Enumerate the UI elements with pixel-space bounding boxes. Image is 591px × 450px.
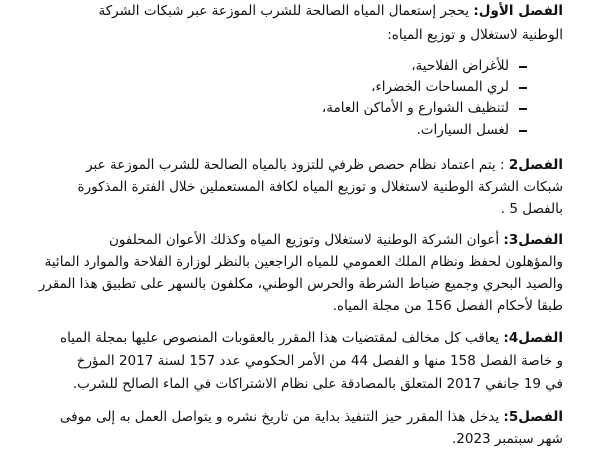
dash-icon <box>519 130 527 132</box>
list-item: للأغراض الفلاحية، <box>411 58 509 74</box>
article-2-heading: الفصل2 <box>508 157 563 173</box>
article-4-heading: الفصل4: <box>503 330 563 346</box>
article-5-line-1 <box>24 408 563 426</box>
article-2-text-1: : يتم اعتماد نظام حصص ظرفي للتزود بالمياه الصالحة للشرب الموزعة عبر <box>86 157 505 173</box>
article-3-line-4: طبقا لأحكام الفصل 156 من مجلة المياه. <box>332 298 563 314</box>
article-2-line-2: شبكات الشركة الوطنية لاستغلال و توزيع المياه لكافة المستعملين خلال الفترة المذكورة <box>77 179 563 195</box>
dash-icon <box>519 66 527 68</box>
article-4-text-1: يعاقب كل مخالف لمقتضيات هذا المقرر بالعقوبات المنصوص عليها بمجلة المياه <box>60 330 500 346</box>
dash-icon <box>519 108 527 110</box>
list-item: لتنظيف الشوارع و الأماكن العامة، <box>321 100 509 116</box>
article-5-line-2: شهر سبتمبر 2023. <box>451 431 563 447</box>
article-1-line-2: الوطنية لاستغلال و توزيع المياه: <box>387 27 563 43</box>
article-3-text-1: أعوان الشركة الوطنية لاستغلال وتوزيع المياه وكذلك الأعوان المحلفون <box>109 232 500 248</box>
article-4-line-2: و خاصة الفصل 158 منها و الفصل 44 من الأمر الحكومي عدد 157 لسنة 2017 المؤرخ <box>76 353 563 369</box>
article-1-heading: الفصل الأول: <box>473 3 563 19</box>
article-4-line-3: في 19 جانفي 2017 المتعلق بالمصادقة على نظام الاشتراكات في الماء الصالح للشرب. <box>72 376 563 392</box>
article-1-text-1: يحجر إستعمال المياه الصالحة للشرب الموزعة عبر شبكات الشركة <box>98 3 470 19</box>
article-3-heading: الفصل3: <box>503 232 563 248</box>
article-5-heading: الفصل5: <box>503 409 563 425</box>
article-1-line-1 <box>24 2 563 20</box>
article-5-text-1: يدخل هذا المقرر حيز التنفيذ بداية من تاريخ نشره و يتواصل العمل به إلى موفى <box>59 409 500 425</box>
list-item: لري المساحات الخضراء، <box>371 79 509 95</box>
list-item: لغسل السيارات. <box>416 122 509 138</box>
dash-icon <box>519 87 527 89</box>
article-2-line-3: بالفصل 5 . <box>500 201 563 217</box>
article-3-line-3: والصيد البحري وجميع ضباط الشرطة والحرس الوطني، مكلفون بالسهر على تطبيق هذا المقرر <box>38 276 563 292</box>
article-3-line-1 <box>24 231 563 249</box>
article-3-line-2: والمؤهلون لحفظ ونظام الملك العمومي للمياه الراجعين بالنظر لوزارة الفلاحة والموارد المائية <box>44 254 563 270</box>
article-2-line-1 <box>24 156 563 174</box>
article-4-line-1 <box>24 329 563 347</box>
